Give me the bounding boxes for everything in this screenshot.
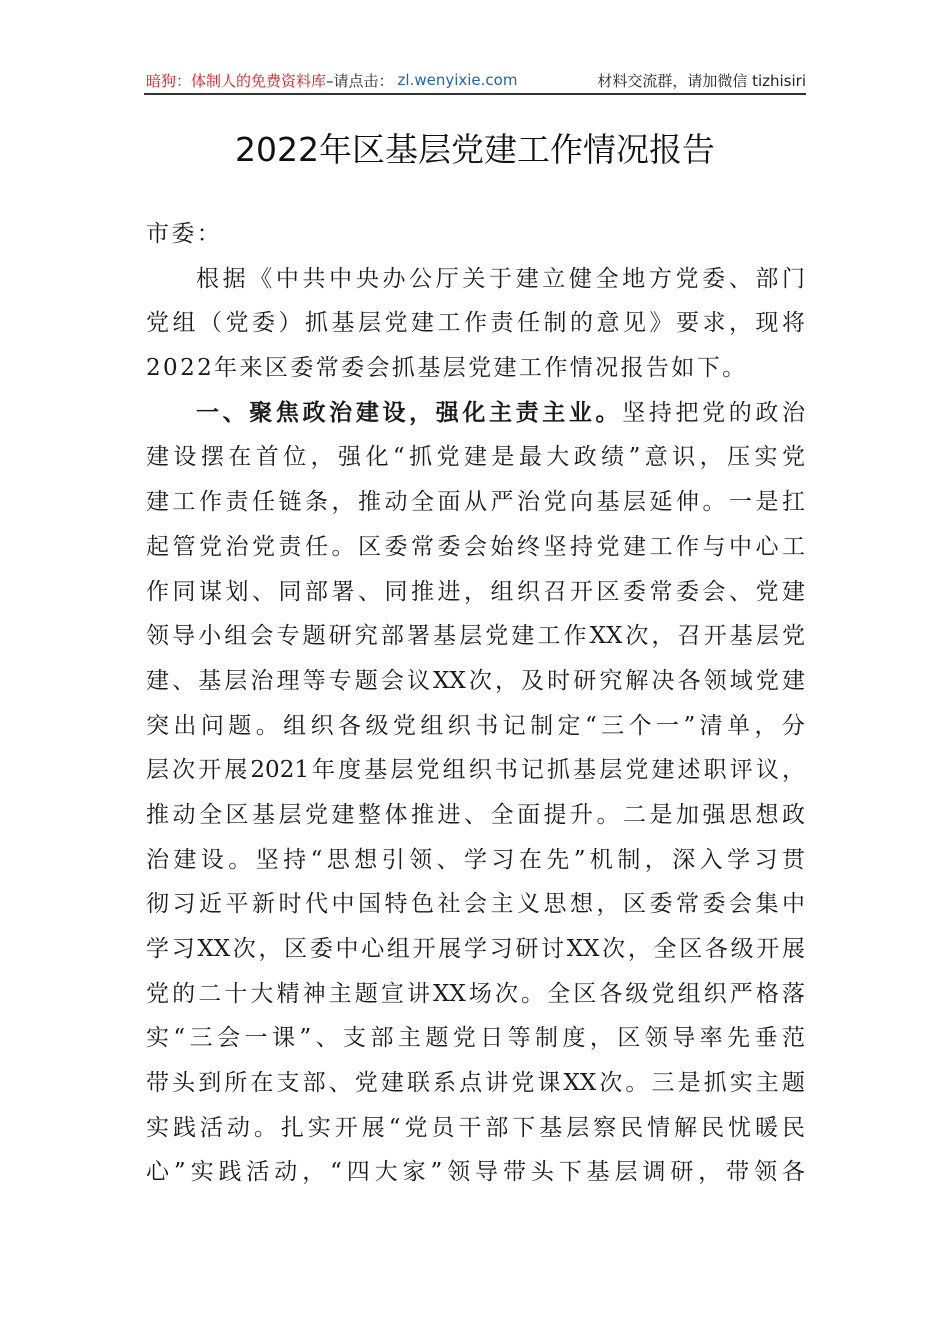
paragraph-line: 建、基层治理等专题会议XX次，及时研究解决各领域党建	[146, 667, 805, 694]
paragraph-line: 突出问题。组织各级党组织书记制定“三个一”清单，分	[146, 712, 805, 739]
paragraph-line: 建工作责任链条，推动全面从严治党向基层延伸。一是扛	[146, 489, 805, 516]
site-link[interactable]: zl.wenyixie.com	[397, 71, 518, 89]
paragraph-line: 心”实践活动，“四大家”领导带头下基层调研，带领各	[146, 1159, 805, 1186]
paragraph-line: 根据《中共中央办公厅关于建立健全地方党委、部门	[196, 265, 805, 292]
document-body	[146, 218, 805, 1201]
watermark-header	[146, 68, 806, 92]
paragraph-line: 领导小组会专题研究部署基层党建工作XX次，召开基层党	[146, 623, 805, 650]
paragraph-line: 实践活动。扎实开展“党员干部下基层察民情解民忧暖民	[146, 1114, 805, 1141]
paragraph-line: 党组（党委）抓基层党建工作责任制的意见》要求，现将	[146, 310, 805, 337]
click-prompt: –请点击：	[326, 71, 394, 90]
paragraph-line: 彻习近平新时代中国特色社会主义思想，区委常委会集中	[146, 891, 805, 918]
paragraph-line: 推动全区基层党建整体推进、全面提升。二是加强思想政	[146, 801, 805, 828]
contact-info: 材料交流群，请加微信 tizhisiri	[597, 71, 806, 90]
paragraph-line: 带头到所在支部、党建联系点讲党课XX次。三是抓实主题	[146, 1070, 805, 1097]
salutation: 市委：	[146, 221, 223, 247]
paragraph-line: 治建设。坚持“思想引领、学习在先”机制，深入学习贯	[146, 846, 805, 873]
header-divider	[144, 93, 806, 95]
paragraph-line: 起管党治党责任。区委常委会始终坚持党建工作与中心工	[146, 533, 805, 560]
paragraph-line	[146, 397, 805, 442]
paragraph-line: 作同谋划、同部署、同推进，组织召开区委常委会、党建	[146, 578, 805, 605]
paragraph-line: 层次开展2021年度基层党组织书记抓基层党建述职评议，	[146, 757, 805, 784]
paragraph-line: 实“三会一课”、支部主题党日等制度，区领导率先垂范	[146, 1025, 805, 1052]
section-heading: 一、聚焦政治建设，强化主责主业。	[196, 399, 623, 426]
paragraph-line: 2022年来区委常委会抓基层党建工作情况报告如下。	[146, 355, 748, 382]
paragraph-line: 党的二十大精神主题宣讲XX场次。全区各级党组织严格落	[146, 980, 805, 1007]
paragraph-line: 建设摆在首位，强化“抓党建是最大政绩”意识，压实党	[146, 444, 805, 471]
paragraph-text: 坚持把党的政治	[622, 399, 806, 426]
site-name: 暗狗：体制人的免费资料库	[146, 71, 327, 90]
paragraph-line: 学习XX次，区委中心组开展学习研讨XX次，全区各级开展	[146, 936, 805, 962]
document-title: 2022年区基层党建工作情况报告	[235, 130, 715, 169]
